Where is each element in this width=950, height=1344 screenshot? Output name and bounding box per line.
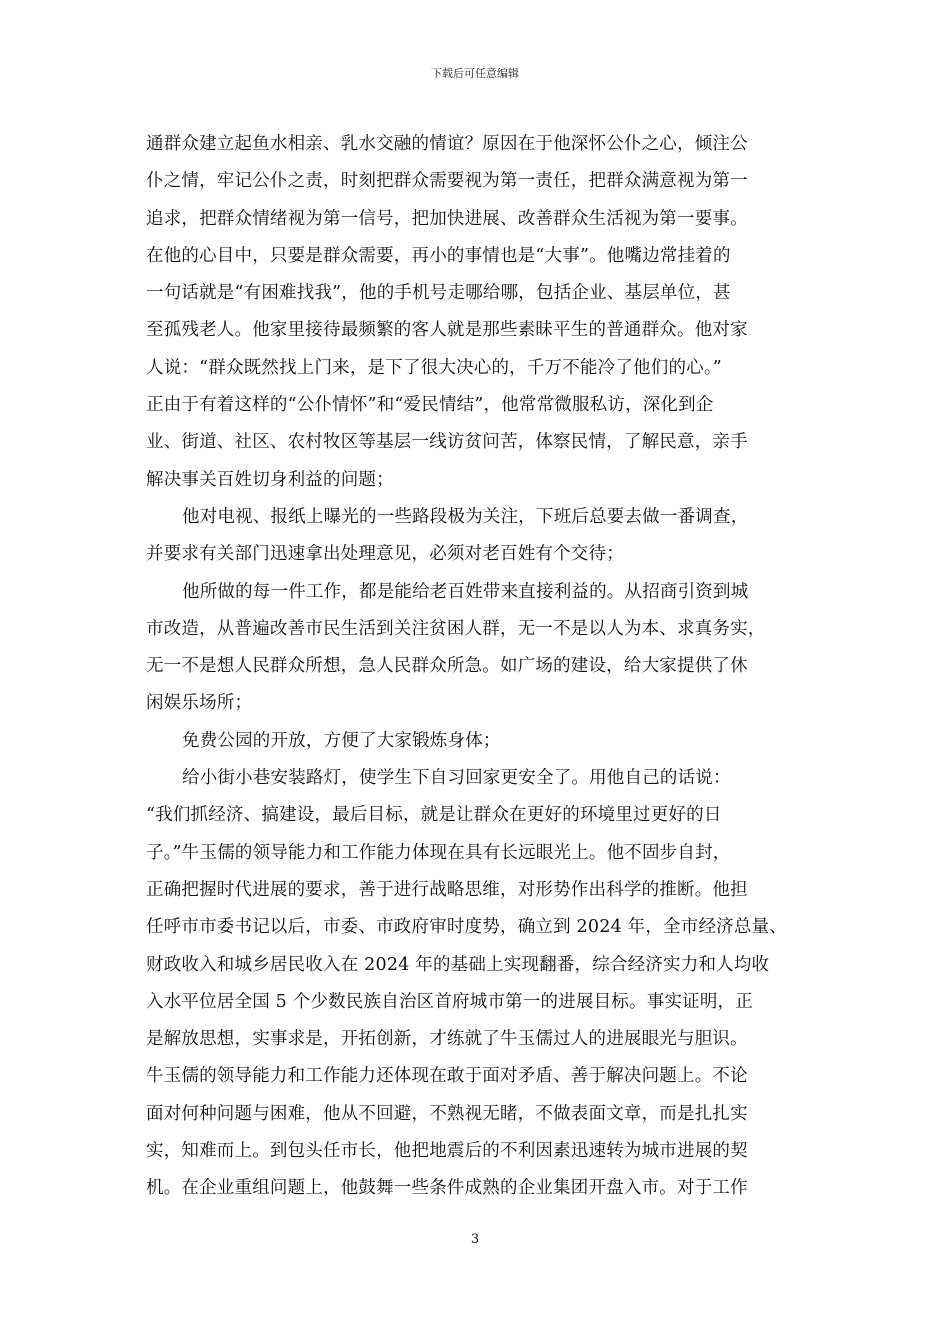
text-line: “我们抓经济、搞建设，最后目标，就是让群众在更好的环境里过更好的日 bbox=[146, 805, 722, 826]
text-line: 正确把握时代进展的要求，善于进行战略思维，对形势作出科学的推断。他担 bbox=[146, 879, 748, 900]
text-line: 正由于有着这样的“公仆情怀”和“爱民情结”，他常常微服私访，深化到企 bbox=[146, 395, 714, 416]
page-number: 3 bbox=[470, 1232, 480, 1247]
text-line: 市改造，从普遍改善市民生活到关注贫困人群，无一不是以人为本、求真务实， bbox=[146, 618, 766, 639]
text-line: 入水平位居全国 5 个少数民族自治区首府城市第一的进展目标。事实证明，正 bbox=[146, 991, 753, 1012]
text-line: 并要求有关部门迅速拿出处理意见，必须对老百姓有个交待； bbox=[146, 544, 624, 565]
text-line: 机。在企业重组问题上，他鼓舞一些条件成熟的企业集团开盘入市。对于工作 bbox=[146, 1178, 748, 1199]
paragraph-start-line: 给小街小巷安装路灯，使学生下自习回家更安全了。用他自己的话说： bbox=[182, 768, 731, 789]
paragraph-start-line: 他对电视、报纸上曝光的一些路段极为关注，下班后总要去做一番调查， bbox=[182, 506, 749, 527]
text-line: 子。”牛玉儒的领导能力和工作能力体现在具有长远眼光上。他不固步自封， bbox=[146, 842, 731, 863]
paragraph-start-line: 免费公园的开放，方便了大家锻炼身体； bbox=[182, 730, 501, 751]
text-line: 财政收入和城乡居民收入在 2024 年的基础上实现翻番，综合经济实力和人均收 bbox=[146, 954, 770, 975]
text-line: 在他的心目中，只要是群众需要，再小的事情也是“大事”。他嘴边常挂着的 bbox=[146, 245, 731, 266]
text-line: 面对何种问题与困难，他从不回避，不熟视无睹，不做表面文章，而是扎扎实 bbox=[146, 1103, 748, 1124]
text-line: 一句话就是“有困难找我”，他的手机号走哪给哪，包括企业、基层单位，甚 bbox=[146, 283, 731, 304]
text-line: 解决事关百姓切身利益的问题； bbox=[146, 469, 394, 490]
text-line: 实，知难而上。到包头任市长，他把地震后的不利因素迅速转为城市进展的契 bbox=[146, 1141, 748, 1162]
text-line: 至孤残老人。他家里接待最频繁的客人就是那些素昧平生的普通群众。他对家 bbox=[146, 320, 748, 341]
text-line: 无一不是想人民群众所想，急人民群众所急。如广场的建设，给大家提供了休 bbox=[146, 656, 748, 677]
text-line: 闲娱乐场所； bbox=[146, 693, 253, 714]
text-line: 仆之情，牢记公仆之责，时刻把群众需要视为第一责任，把群众满意视为第一 bbox=[146, 171, 748, 192]
paragraph-start-line: 他所做的每一件工作，都是能给老百姓带来直接利益的。从招商引资到城 bbox=[182, 581, 749, 602]
text-line: 牛玉儒的领导能力和工作能力还体现在敢于面对矛盾、善于解决问题上。不论 bbox=[146, 1066, 748, 1087]
text-line: 追求，把群众情绪视为第一信号，把加快进展、改善群众生活视为第一要事。 bbox=[146, 208, 748, 229]
text-line: 是解放思想，实事求是，开拓创新，才练就了牛玉儒过人的进展眼光与胆识。 bbox=[146, 1029, 748, 1050]
page-header-note: 下载后可任意编辑 bbox=[431, 67, 519, 80]
document-body bbox=[146, 126, 810, 1208]
text-line: 业、街道、社区、农村牧区等基层一线访贫问苦，体察民情，了解民意，亲手 bbox=[146, 432, 748, 453]
text-line: 通群众建立起鱼水相亲、乳水交融的情谊？原因在于他深怀公仆之心，倾注公 bbox=[146, 134, 748, 154]
text-line: 人说：“群众既然找上门来，是下了很大决心的，千万不能冷了他们的心。” bbox=[146, 357, 722, 378]
text-line: 任呼市市委书记以后，市委、市政府审时度势，确立到 2024 年，全市经济总量、 bbox=[146, 917, 787, 938]
